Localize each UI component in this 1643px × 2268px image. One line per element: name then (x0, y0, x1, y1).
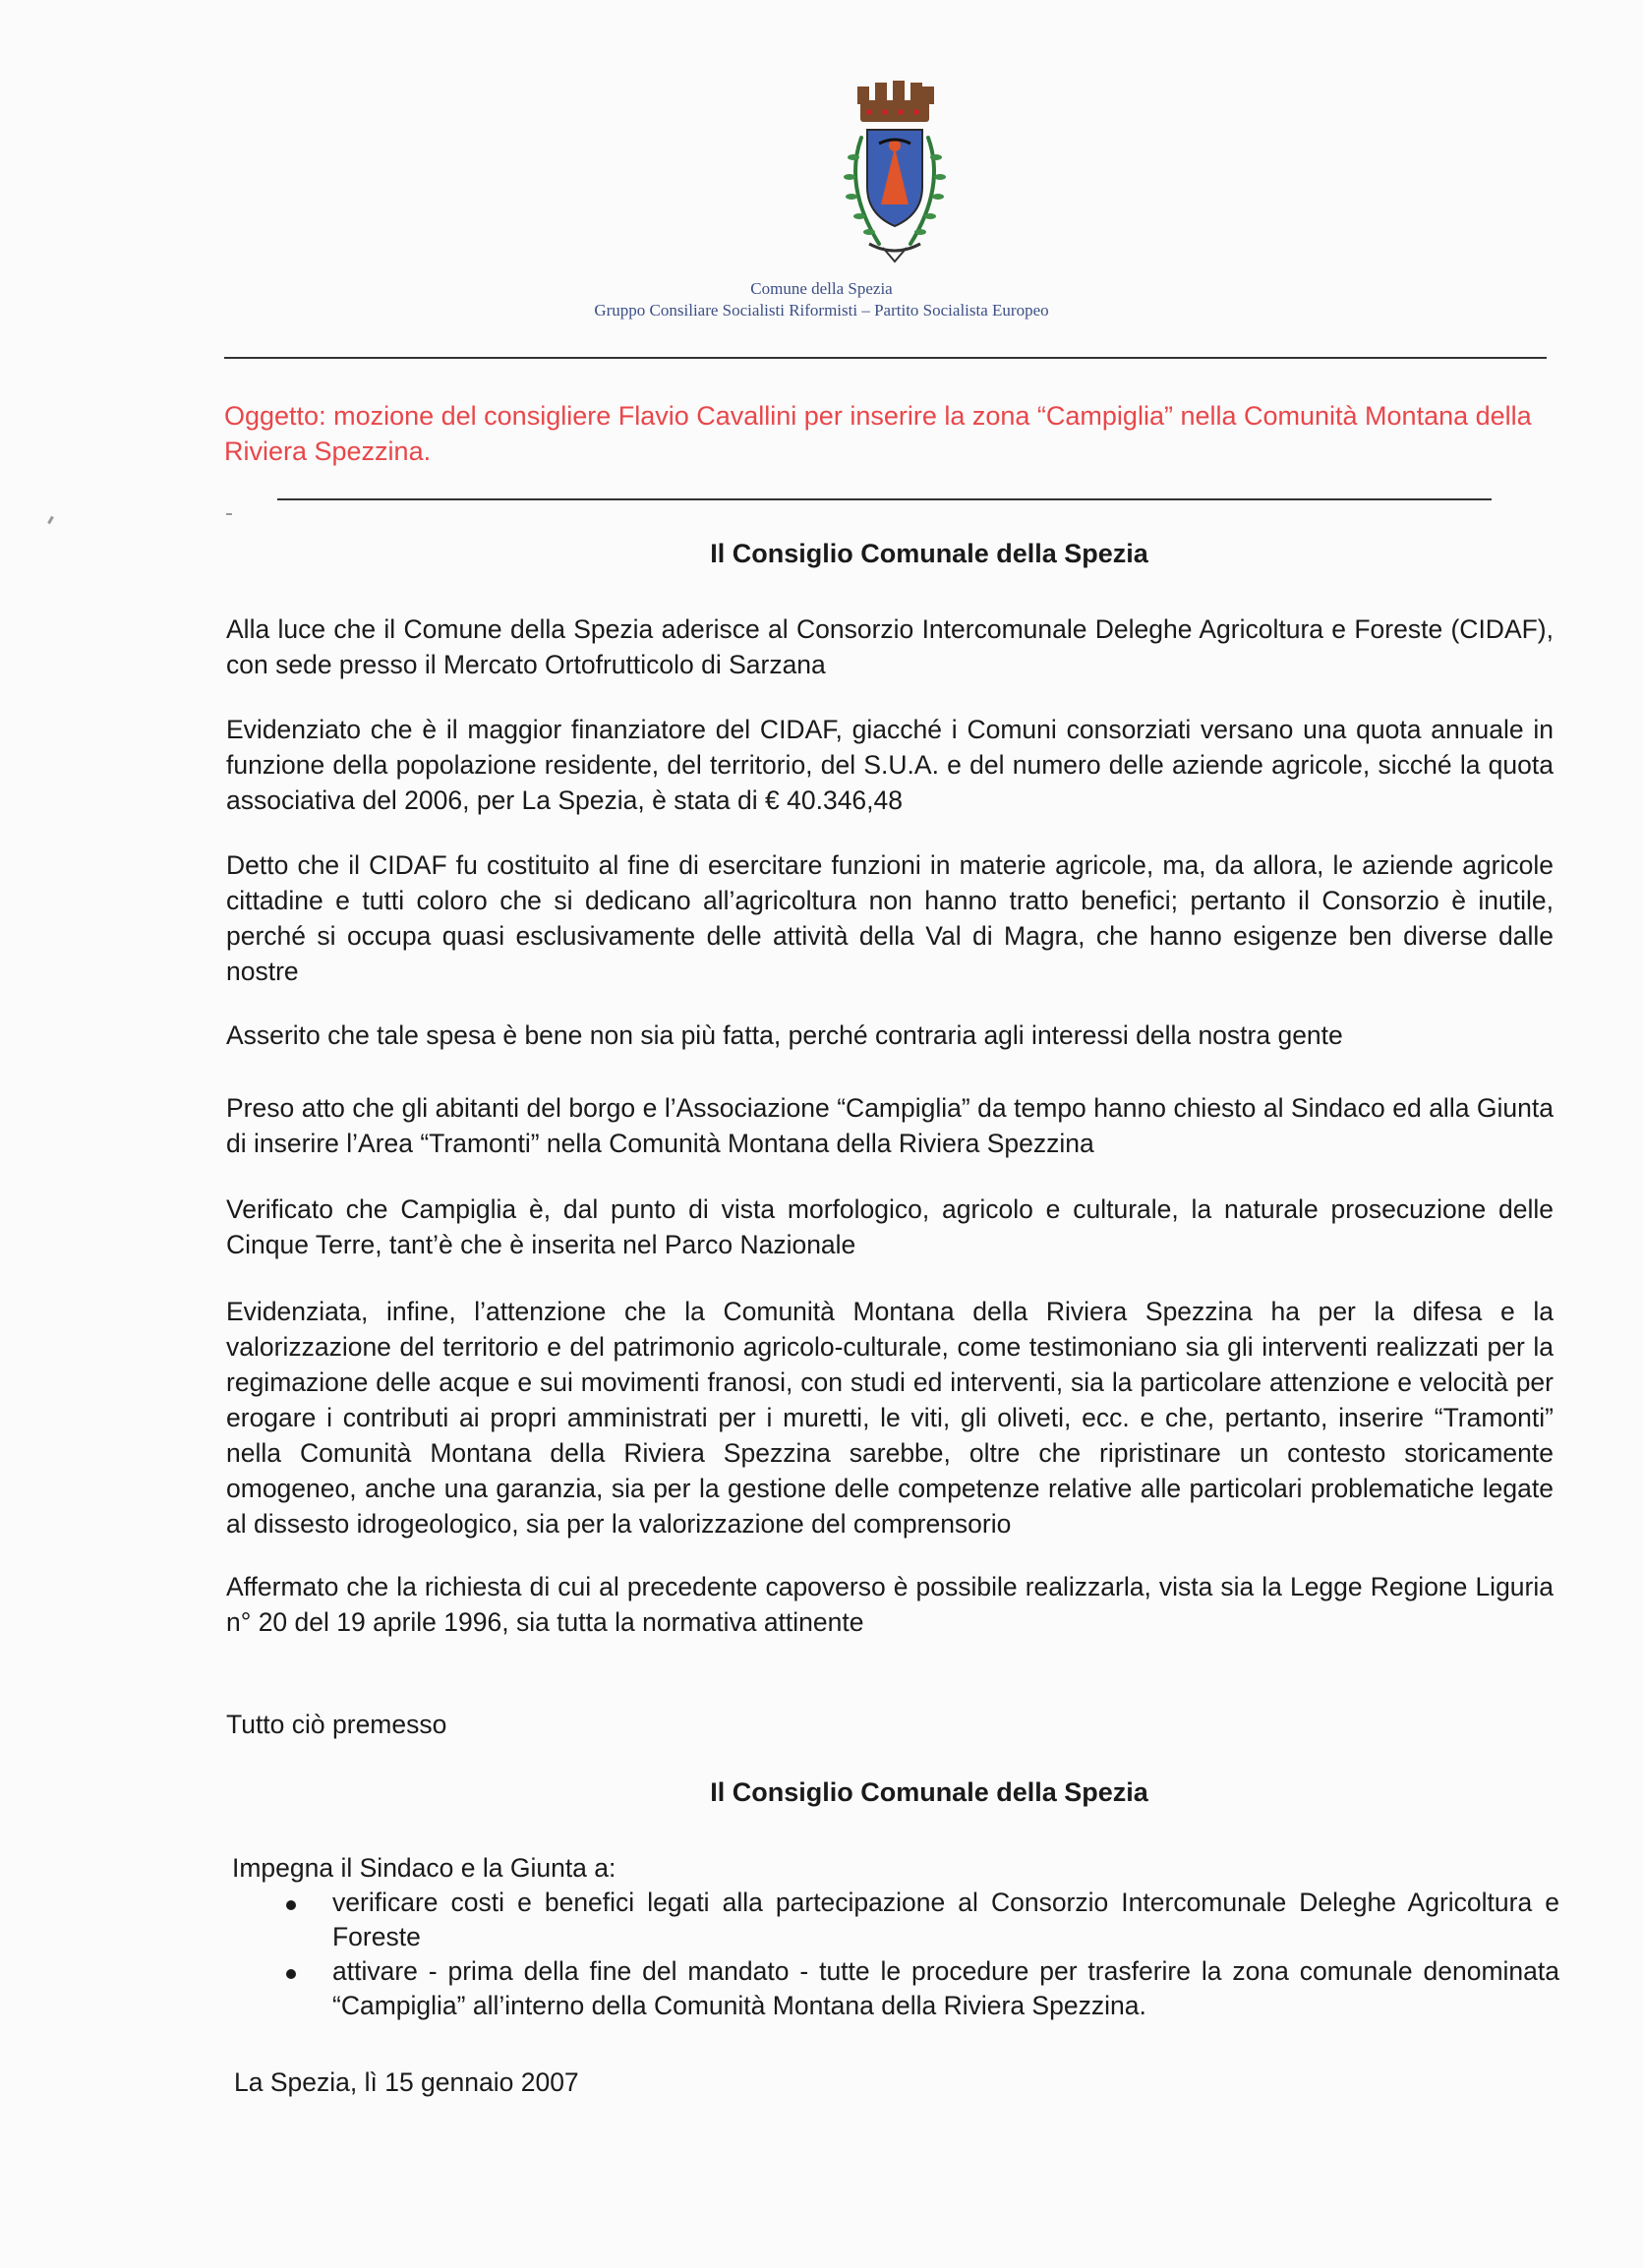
subject-line: Oggetto: mozione del consigliere Flavio Cavallini per inserire la zona “Campiglia” nella Comunità Montana della Riviera Spezzina. (224, 401, 1532, 466)
council-heading: Il Consiglio Comunale della Spezia (710, 539, 1148, 568)
bullet-icon (286, 1969, 296, 1979)
paragraph: Alla luce che il Comune della Spezia aderisce al Consorzio Intercomunale Deleghe Agricoltura e Foreste (CIDAF), con sede presso il Mercato Ortofrutticolo di Sarzana (226, 614, 1554, 679)
header-municipality: Comune della Spezia (750, 279, 893, 298)
commitment-intro: Impegna il Sindaco e la Giunta a: (232, 1853, 616, 1883)
list-item-text: verificare costi e benefici legati alla partecipazione al Consorzio Intercomunale Deleghe Agricoltura e Foreste (332, 1888, 1559, 1951)
date-line: La Spezia, lì 15 gennaio 2007 (234, 2067, 579, 2097)
list-item (232, 1886, 1559, 1954)
paragraph: Asserito che tale spesa è bene non sia più fatta, perché contraria agli interessi della nostra gente (226, 1020, 1343, 1050)
paragraph: Preso atto che gli abitanti del borgo e l’Associazione “Campiglia” da tempo hanno chiesto al Sindaco ed alla Giunta di inserire l’Area “Tramonti” nella Comunità Montana della Riviera Spezzina (226, 1093, 1554, 1158)
paragraph: Affermato che la richiesta di cui al precedente capoverso è possibile realizzarla, vista sia la Legge Regione Liguria n° 20 del 19 aprile 1996, sia tutta la normativa attinente (226, 1572, 1554, 1637)
list-item-text: attivare - prima della fine del mandato - tutte le procedure per trasferire la zona comunale denominata “Campiglia” all’interno della Comunità Montana della Riviera Spezzina. (332, 1956, 1559, 2020)
bullet-icon (286, 1900, 296, 1910)
council-heading-resolution: Il Consiglio Comunale della Spezia (710, 1777, 1148, 1807)
paragraph: Evidenziato che è il maggior finanziatore del CIDAF, giacché i Comuni consorziati versano una quota annuale in funzione della popolazione residente, del territorio, del S.U.A. e del numero delle aziende agricole, sicché la quota associativa del 2006, per La Spezia, è stata di € 40.346,48 (226, 715, 1554, 815)
divider-top (224, 357, 1547, 359)
commitment-list (232, 1886, 1559, 2023)
paragraph: Detto che il CIDAF fu costituito al fine di esercitare funzioni in materie agricole, ma, da allora, le aziende agricole cittadine e tutti coloro che si dedicano all’agricoltura non hanno tratto benefici; pertanto il Consorzio è inutile, perché si occupa quasi esclusivamente delle attività della Val di Magra, che hanno esigenze ben diverse dalle nostre (226, 850, 1554, 986)
scan-mark (226, 513, 232, 515)
coat-of-arms-crest-icon (806, 79, 983, 285)
paragraph: Tutto ciò premesso (226, 1710, 447, 1739)
paragraph: Evidenziata, infine, l’attenzione che la Comunità Montana della Riviera Spezzina ha per la difesa e la valorizzazione del territorio e del patrimonio agricolo-culturale, come testimoniano sia gli interventi realizzati per la regimazione delle acque e sui movimenti franosi, con studi ed interventi, sia la particolare attenzione e velocità per erogare i contributi ai propri amministrati per i muretti, le viti, gli oliveti, ecc. e che, pertanto, inserire “Tramonti” nella Comunità Montana della Riviera Spezzina sarebbe, oltre che ripristinare un contesto storicamente omogeneo, anche una garanzia, sia per la gestione delle competenze relative alle particolari problematiche legate al dissesto idrogeologico, sia per la valorizzazione del comprensorio (226, 1297, 1554, 1539)
scan-mark (47, 516, 54, 524)
divider-middle (277, 498, 1492, 500)
list-item (232, 1954, 1559, 2023)
header-group: Gruppo Consiliare Socialisti Riformisti – Partito Socialista Europeo (594, 301, 1049, 320)
paragraph: Verificato che Campiglia è, dal punto di vista morfologico, agricolo e culturale, la naturale prosecuzione delle Cinque Terre, tant’è che è inserita nel Parco Nazionale (226, 1194, 1554, 1259)
